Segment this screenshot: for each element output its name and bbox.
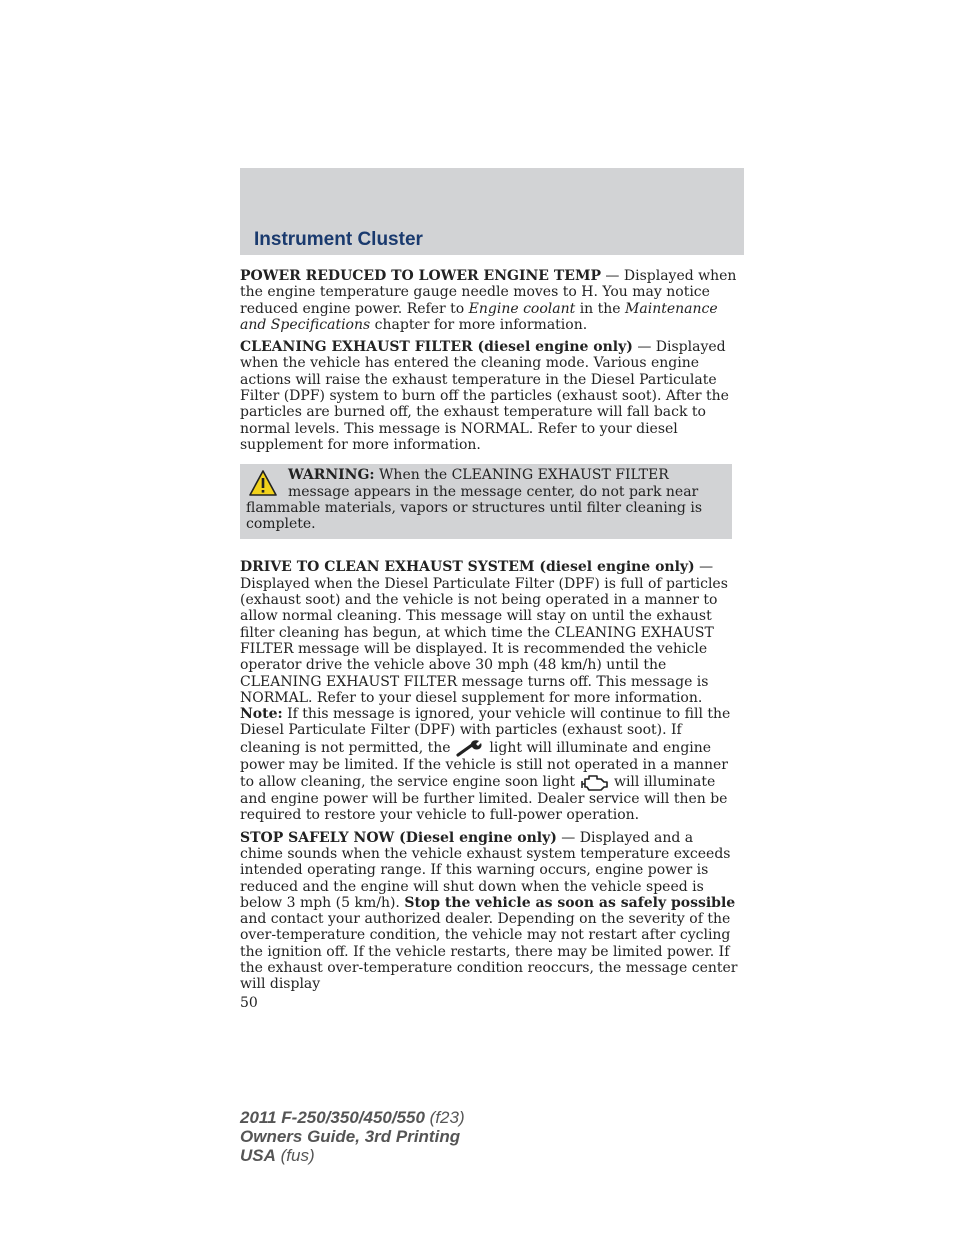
warning-label: WARNING: [288, 467, 375, 484]
maintenance-chapter-ref: Maintenance and Specifications [240, 300, 718, 333]
page-number: 50 [240, 994, 258, 1011]
check-engine-icon [580, 773, 610, 791]
cleaning-filter-heading: CLEANING EXHAUST FILTER (diesel engine only) [240, 339, 633, 356]
footer-line-2: Owners Guide, 3rd Printing [240, 1127, 461, 1146]
footer-line-3: USA (fus) [240, 1146, 315, 1165]
header-band [240, 168, 744, 255]
warning-box [240, 464, 732, 539]
engine-coolant-ref: Engine coolant [468, 300, 576, 317]
page-content [240, 268, 740, 1011]
stop-vehicle-emphasis: Stop the vehicle as soon as safely possible [404, 894, 736, 911]
note-label: Note: [240, 706, 283, 723]
stop-safely-heading: STOP SAFELY NOW (Diesel engine only) [240, 829, 557, 846]
footer [240, 1108, 465, 1165]
power-reduced-paragraph: POWER REDUCED TO LOWER ENGINE TEMP — Displayed when the engine temperature gauge needle moves to H. You may notice reduced engine power. Refer to Engine coolant in the Maintenance and Specifications chapter for more information. [240, 268, 737, 333]
drive-to-clean-paragraph: DRIVE TO CLEAN EXHAUST SYSTEM (diesel engine only) — Displayed when the Diesel Particulate Filter (DPF) is full of particles (exhaust soot) and the vehicle is not being operated in a manner to allow normal cleaning. This message will stay on until the exhaust filter cleaning has begun, at which time the CLEANING EXHAUST FILTER message will be displayed. It is recommended the vehicle operator drive the vehicle above 30 mph (48 km/h) until the CLEANING EXHAUST FILTER message turns off. This message is NORMAL. Refer to your diesel supplement for more information. [240, 559, 728, 706]
warning-text: WARNING: When the CLEANING EXHAUST FILTER message appears in the message center, do not park near flammable materials, vapors or structures until filter cleaning is complete. [246, 467, 702, 533]
power-reduced-heading: POWER REDUCED TO LOWER ENGINE TEMP [240, 268, 601, 284]
drive-to-clean-heading: DRIVE TO CLEAN EXHAUST SYSTEM (diesel engine only) [240, 559, 695, 576]
wrench-icon [455, 739, 485, 757]
note-paragraph: Note: If this message is ignored, your vehicle will continue to fill the Diesel Particulate Filter (DPF) with particles (exhaust soot). If cleaning is not permitted, the light will illuminate and engine power may be limited. If the vehicle is still not operated in a manner to allow cleaning, the service engine soon light will illuminate and engine power will be further limited. Dealer service will then be required to restore your vehicle to full-power operation. [240, 706, 731, 824]
warning-triangle-icon [248, 469, 278, 497]
section-title: Instrument Cluster [254, 229, 423, 250]
cleaning-filter-paragraph: CLEANING EXHAUST FILTER (diesel engine only) — Displayed when the vehicle has entered the cleaning mode. Various engine actions will raise the exhaust temperature in the Diesel Particulate Filter (DPF) system to burn off the particles (exhaust soot). After the particles are burned off, the exhaust temperature will fall back to normal levels. This message is NORMAL. Refer to your diesel supplement for more information. [240, 339, 729, 453]
footer-line-1: 2011 F-250/350/450/550 (f23) [240, 1108, 465, 1127]
stop-safely-paragraph: STOP SAFELY NOW (Diesel engine only) — Displayed and a chime sounds when the vehicle exhaust system temperature exceeds intended operating range. If this warning occurs, engine power is reduced and the engine will shut down when the vehicle speed is below 3 mph (5 km/h). Stop the vehicle as soon as safely possible and contact your authorized dealer. Depending on the severity of the over-temperature condition, the vehicle may not restart after cycling the ignition off. If the vehicle restarts, there may be limited power. If the exhaust over-temperature condition reoccurs, the message center will display [240, 829, 738, 993]
